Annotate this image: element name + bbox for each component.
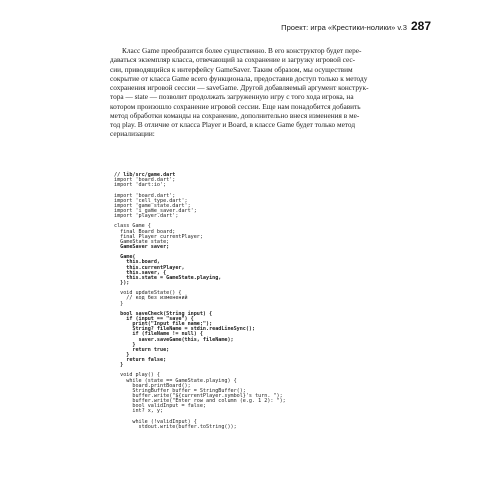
code-line: bool validInput = false; [114,403,207,410]
code-line: } [114,362,124,369]
code-line: final Board board; [114,228,176,235]
code-line: }); [114,279,130,286]
code-line: String? fileName = stdin.readLineSync(); [114,326,256,333]
code-line: import 'player.dart'; [114,213,179,220]
code-line: int? x, y; [114,408,164,415]
code-line: print("Input file name:"); [114,321,213,328]
code-line: buffer.write("Enter row and column (e.g. 1 2): "); [114,398,286,405]
code-line: return false; [114,357,167,364]
code-line: // lib/src/game.dart [114,172,176,178]
code-line: GameState state; [114,238,170,245]
code-line: import 'dart:io'; [114,182,167,189]
code-line: this.board, [114,259,161,266]
code-line: stdout.write(buffer.toString()); [114,423,237,430]
paragraph-line: даваться экземпляр класса, отвечающий за сохранение и загрузку игровой сес- [110,55,356,65]
code-line: import 'board.dart'; [114,177,176,184]
code-line: if (input == "save") { [114,315,194,322]
code-line: this.state = GameState.playing, [114,274,222,281]
code-line: saver.saveGame(this, fileName); [114,336,234,343]
code-line: this.currentPlayer, [114,264,185,271]
code-line: bool saveCheck(String input) { [114,310,213,317]
code-line: while (!validInput) { [114,418,197,425]
code-line: import 'cell_type.dart'; [114,197,188,204]
paragraph-line: тора — state — позволит продолжать загруженную игру с того хода игрока, на [110,92,354,102]
paragraph-line: сериализации: [110,129,155,139]
page-header [0,18,500,38]
code-line: } [114,300,124,307]
body-paragraph [110,46,430,139]
code-line: final Player currentPlayer; [114,233,203,240]
paragraph-line: сокрытие от класса Game всего функционала, предоставив доступ только к методу [110,73,368,83]
paragraph-line: котором произошло сохранение игровой сессии. Еще нам понадобится добавить [110,101,361,111]
paragraph-line: сохранения игровой сессии — saveGame. Другой добавляемый аргумент конструк- [110,83,369,92]
code-line: if (fileName != null) { [114,331,203,338]
code-line: import 'game_state.dart'; [114,202,191,209]
code-line: board.printBoard(); [114,382,191,389]
code-line: class Game { [114,223,151,230]
code-line: this.saver, { [114,269,167,276]
paragraph-line: тод play. В отличие от класса Player и Board, в классе Game будет только метод [110,120,356,129]
code-line: // код без изменений [114,295,188,302]
code-listing [114,173,434,430]
running-title: Проект: игра «Крестики-нолики» v.3 [281,23,407,32]
paragraph-line: сии, приводящийся к интерфейсу GameSaver. Таким образом, мы осуществим [110,64,353,74]
code-line: Game( [114,254,136,261]
code-line: void play() { [114,372,161,379]
code-line: void updateState() { [114,290,182,297]
code-line: } [114,341,136,348]
code-line: import 'board.dart'; [114,192,176,199]
code-line: return true; [114,346,170,353]
code-line: buffer.write("${currentPlayer.symbol}'s turn. "); [114,393,283,400]
code-line: } [114,351,130,358]
code-line: while (state == GameState.playing) { [114,377,237,384]
page-number: 287 [410,19,431,33]
code-line: GameSaver saver; [114,243,170,250]
paragraph-line: Класс Game преобразится более существенно. В его конструктор будет пере- [122,46,362,55]
code-line: import 'i_game_saver.dart'; [114,207,197,214]
code-line: StringBuffer buffer = StringBuffer(); [114,387,246,394]
paragraph-line: метод обработки команды на сохранение, дополнительно внеся изменения в ме- [110,110,360,120]
